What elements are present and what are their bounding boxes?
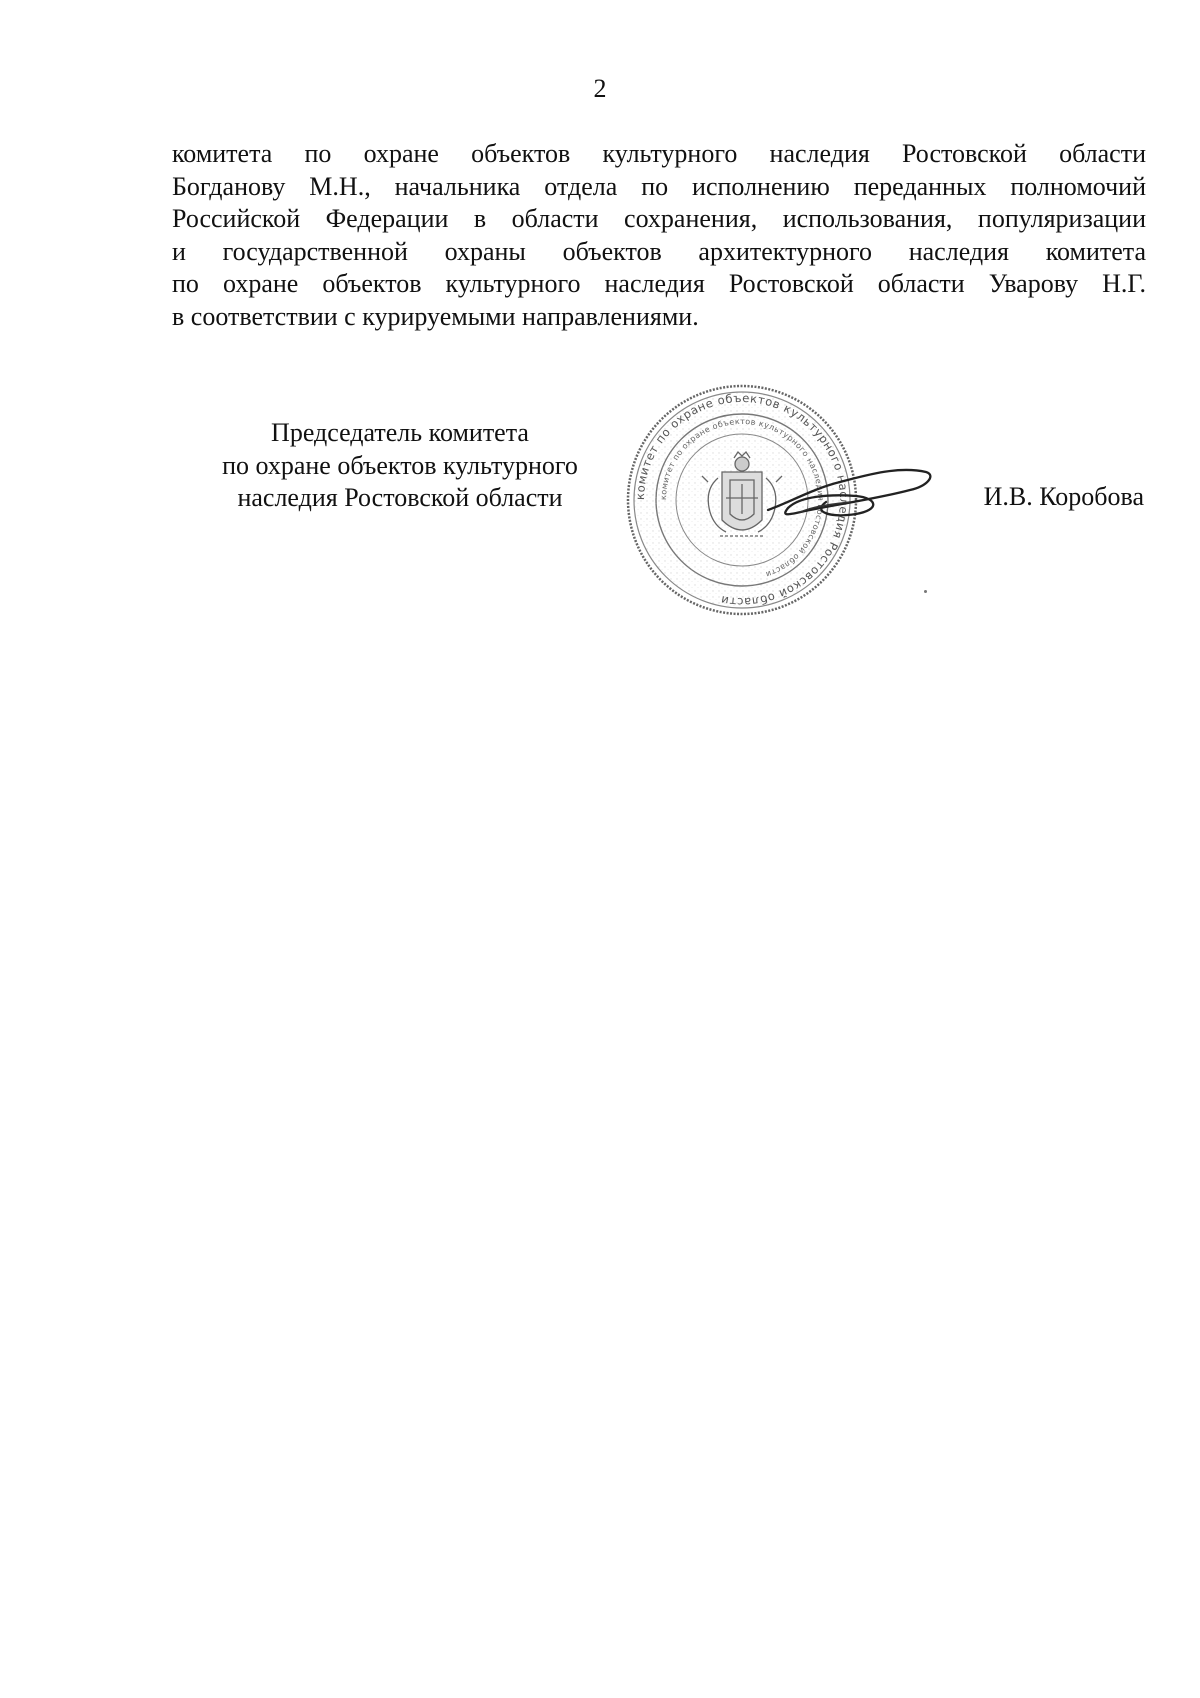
seal-inner-text: комитет по охране объектов культурного наследия Ростовской области xyxy=(658,416,826,580)
body-line: в соответствии с курируемыми направлениями. xyxy=(172,301,699,331)
position-line: наследия Ростовской области xyxy=(237,483,563,512)
body-line: комитета по охране объектов культурного наследия Ростовской области xyxy=(172,139,1146,168)
signatory-name: И.В. Коробова xyxy=(983,482,1144,511)
position-line: по охране объектов культурного xyxy=(222,450,578,480)
scan-speck xyxy=(924,590,927,593)
position-line: Председатель комитета xyxy=(271,418,529,447)
body-paragraph xyxy=(172,138,1146,333)
body-line: Российской Федерации в области сохранения, использования, популяризации xyxy=(172,204,1146,233)
body-line: по охране объектов культурного наследия Ростовской области Уварову Н.Г. xyxy=(172,269,1146,298)
body-line: и государственной охраны объектов архитектурного наследия комитета xyxy=(172,236,1146,266)
page-number: 2 xyxy=(593,74,607,103)
signatory-position xyxy=(180,417,620,515)
body-line: Богданову М.Н., начальника отдела по исполнению переданных полномочий xyxy=(172,171,1146,201)
seal-outer-text: комитет по охране объектов культурного наследия Ростовской области xyxy=(632,390,852,610)
handwritten-signature-icon xyxy=(760,452,940,532)
